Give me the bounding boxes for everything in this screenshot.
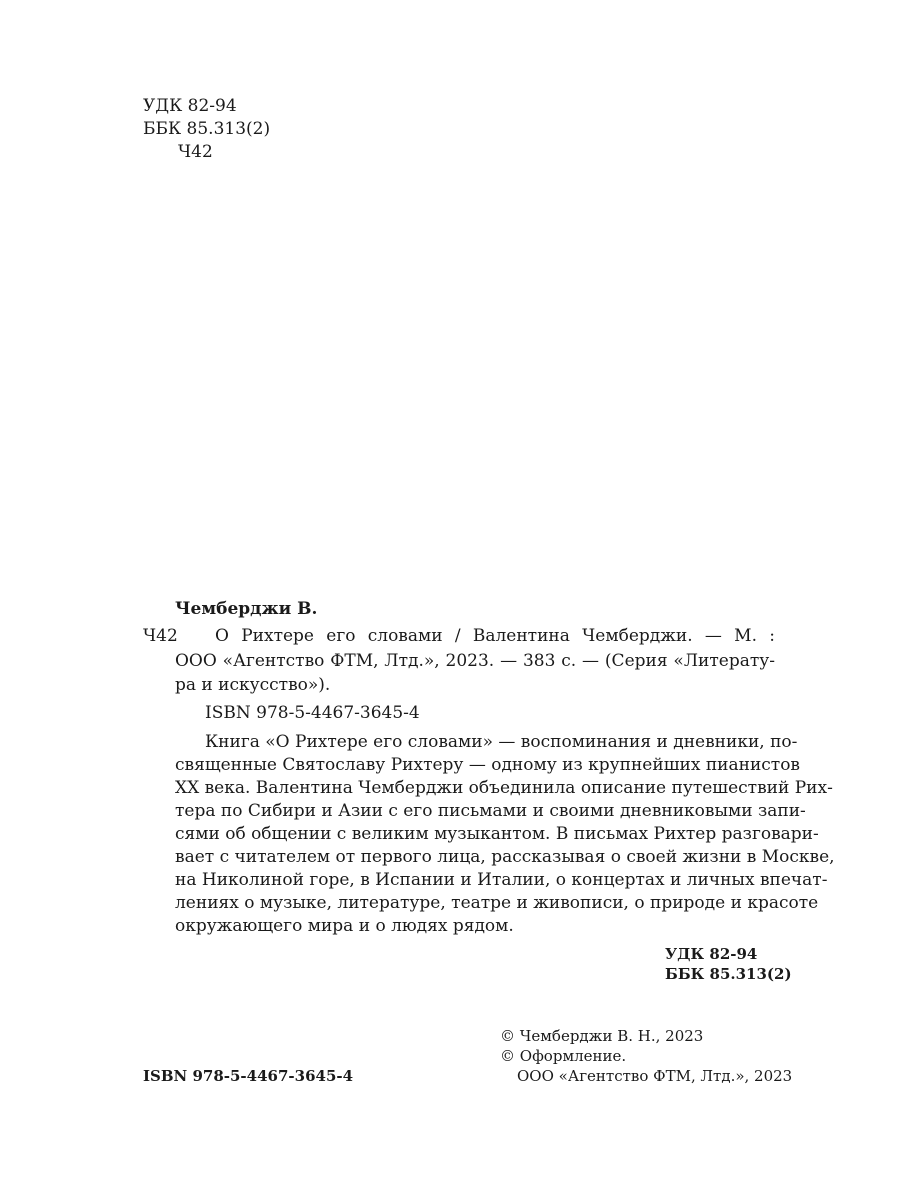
abstract-line-7: на Николиной горе, в Испании и Италии, о концертах и личных впечат- bbox=[175, 870, 828, 890]
isbn-bottom: ISBN 978-5-4467-3645-4 bbox=[143, 1067, 354, 1085]
author-mark: Ч42 bbox=[143, 626, 178, 646]
bib-line-2: ООО «Агентство ФТМ, Лтд.», 2023. — 383 с. — (Серия «Литерату- bbox=[175, 651, 775, 671]
author-heading: Чемберджи В. bbox=[175, 599, 318, 619]
bbk-code-bottom: ББК 85.313(2) bbox=[665, 965, 792, 983]
abstract-line-4: тера по Сибири и Азии с его письмами и своими дневниковыми запи- bbox=[175, 801, 806, 821]
abstract-line-3: XX века. Валентина Чемберджи объединила описание путешествий Рих- bbox=[175, 778, 833, 798]
abstract-line-8: лениях о музыке, литературе, театре и живописи, о природе и красоте bbox=[175, 893, 819, 913]
bib-line-3: ра и искусство»). bbox=[175, 675, 331, 695]
abstract-line-2: священные Святославу Рихтеру — одному из крупнейших пианистов bbox=[175, 755, 801, 775]
bib-line-1: О Рихтере его словами / Валентина Чемберджи. — М. : bbox=[215, 626, 775, 646]
abstract-line-1: Книга «О Рихтере его словами» — воспоминания и дневники, по- bbox=[205, 732, 798, 752]
udk-code-bottom: УДК 82-94 bbox=[665, 945, 758, 963]
bbk-code-top: ББК 85.313(2) bbox=[143, 119, 271, 139]
isbn-entry: ISBN 978-5-4467-3645-4 bbox=[205, 703, 420, 723]
abstract-line-5: сями об общении с великим музыкантом. В письмах Рихтер разговари- bbox=[175, 824, 819, 844]
udk-code-top: УДК 82-94 bbox=[143, 96, 237, 116]
abstract-line-6: вает с читателем от первого лица, рассказывая о своей жизни в Москве, bbox=[175, 847, 835, 867]
abstract-line-9: окружающего мира и о людях рядом. bbox=[175, 916, 514, 936]
copyright-author: © Чемберджи В. Н., 2023 bbox=[500, 1027, 704, 1045]
copyright-publisher: ООО «Агентство ФТМ, Лтд.», 2023 bbox=[517, 1067, 793, 1085]
author-mark-top: Ч42 bbox=[178, 142, 213, 162]
copyright-design: © Оформление. bbox=[500, 1047, 627, 1065]
